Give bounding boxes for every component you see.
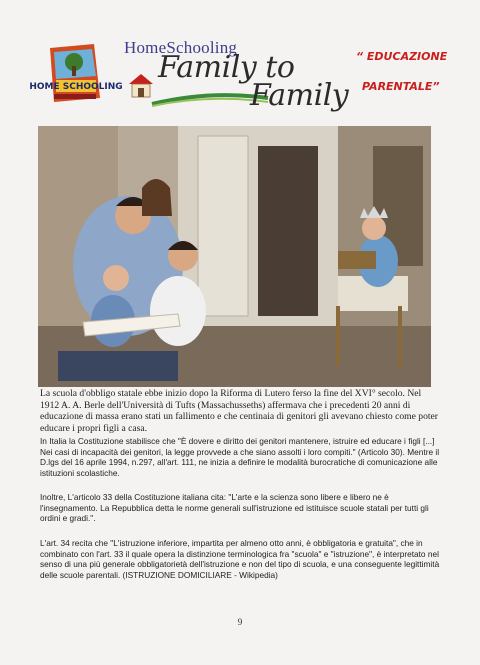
paragraph-lutero: La scuola d'obbligo statale ebbe inizio dopo la Riforma di Lutero ferso la fine del XVI° secolo. Nel 1912 A. A. Berle dell'Università di Tufts (Massachusseths) affermava che i precedenti 20 anni di educazione di massa erano stati un fallimento e che centinaia di genitori gli avevano chiesto come poter educare i propri figli a casa. <box>40 388 438 434</box>
book-title: HOME SCHOOLING <box>29 82 123 92</box>
tagline-educazione: “ EDUCAZIONE <box>356 50 448 63</box>
tagline-parentale: PARENTALE” <box>362 80 440 93</box>
page-header <box>0 0 480 125</box>
family-reading-photo <box>38 126 431 387</box>
paragraph-articolo-34: L'art. 34 recita che "L'istruzione inferiore, impartita per almeno otto anni, è obbligatoria e gratuita", che in combinato con l'art. 33 il quale opera la distinzione terminologica fra "scuola" e "istruzione", è interpretato nel senso di una più generale obbligatorietà dell'istruzione e non del tipo di scuola, e una conseguente legittimità delle scuole parentali. (ISTRUZIONE DOMICILIARE - Wikipedia) <box>40 538 440 580</box>
brand-homeschooling: HomeSchooling <box>124 38 238 57</box>
page-number: 9 <box>237 617 243 627</box>
photo-illustration <box>38 126 431 387</box>
paragraph-articolo-33: Inoltre, L'articolo 33 della Costituzione italiana cita: "L'arte e la scienza sono libere e libero ne è l'insegnamento. La Repubblica detta le norme generali sull'istruzione ed istituisce scuole statali per tutti gli ordini e gradi.". <box>40 492 429 524</box>
paragraph-costituzione: In Italia la Costituzione stabilisce che "È dovere e diritto dei genitori mantenere, istruire ed educare i figli [...] Nei casi di incapacità dei genitori, la legge provvede a che siano assolti i loro compiti." (Articolo 30). Mentre il D.lgs del 16 aprile 1994, n.297, all'art. 111, ne inizia a definire le modalità burocratiche di comunicazione alle istituzioni scolastiche. <box>40 436 440 478</box>
brand-family-to: Family to <box>158 50 295 85</box>
homeschooling-book-logo <box>29 42 123 104</box>
brand-family: Family <box>250 78 349 113</box>
